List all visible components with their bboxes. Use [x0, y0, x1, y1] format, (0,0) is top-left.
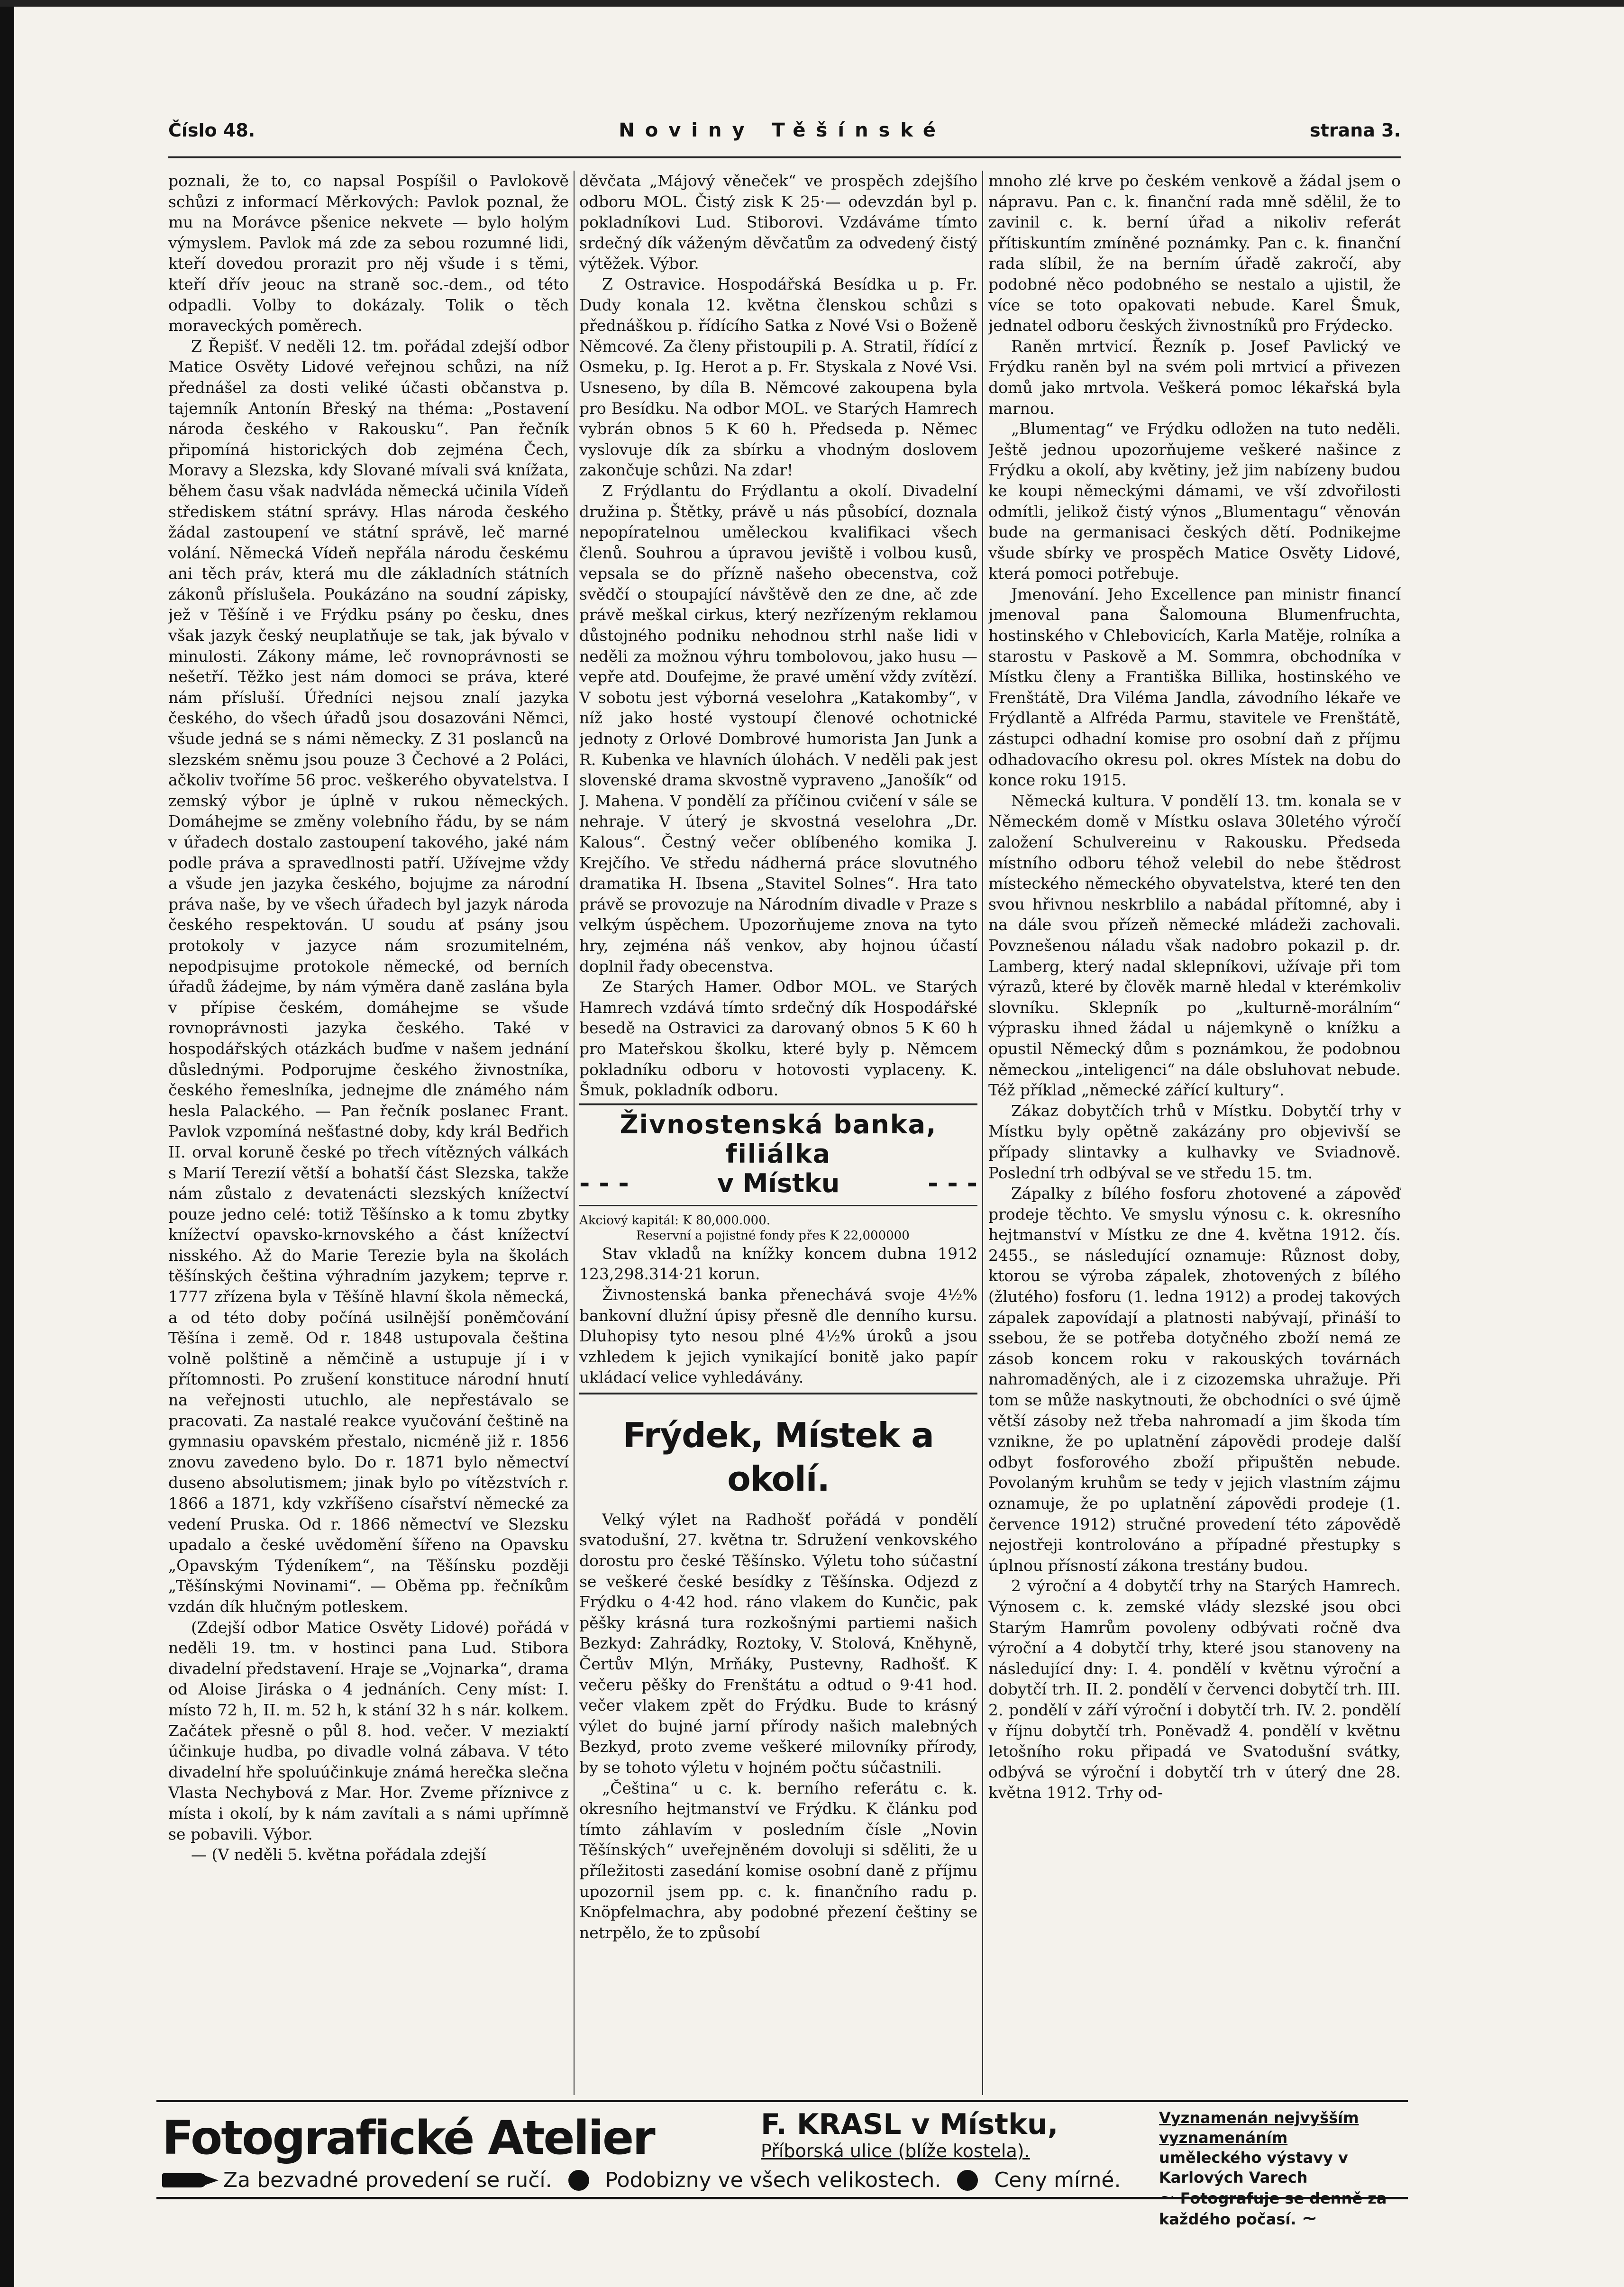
- bank-separator: [579, 1205, 977, 1206]
- article-ostravice: Z Ostravice. Hospodářská Besídka u p. Fr. Dudy konala 12. května členskou schůzi s přednáškou p. řídícího Satka z Nové Vsi o Boženě Němcové. Za členy přistoupili p. A. Stratil, řídící z Osmeku, p. Ig. Herot a p. Fr. Styskala z Nové Vsi. Usneseno, by díla B. Němcové zakoupena byla pro Besídku. Na odbor MOL. ve Starých Hamrech vybrán obnos 5 K 60 h. Předseda p. Němec vyslovuje dík za sbírku a vhodným doslovem zakončuje schůzi. Na zdar!: [579, 274, 977, 480]
- ad-award-line-2: uměleckého výstavy v Karlových Varech: [1159, 2149, 1348, 2187]
- ad-prices: Ceny mírné.: [994, 2168, 1121, 2192]
- article-paragraph: poznali, že to, co napsal Pospíšil o Pavlokově schůzi z informací Měrkových: Pavlok poznal, že mu na Morávce pšenice nekvete — bylo holým výmyslem. Pavlok má zde za sebou rozumné lidi, kteří dovedou prorazit pro něj všude i s těmi, kteří dřív jeouc na straně soc.-dem., od této odpadli. Volby to dokázaly. Tolik o těch moraveckých poměrech.: [168, 172, 569, 335]
- article-matice-divadlo: (Zdejší odbor Matice Osvěty Lidové) pořádá v neděli 19. tm. v hostinci pana Lud. Stibora divadelní představení. Hraje se „Vojnarka“, drama od Aloise Jiráska o 4 jednáních. Ceny míst: I. místo 72 h, II. m. 52 h, k stání 32 h s nár. kolkem. Začátek přesně o půl 8. hod. večer. V meziaktí účinkuje hudba, po divadle volná zábava. V této divadelní hře spoluúčinkuje známá herečka slečna Vlasta Nechybová z Mar. Hor. Zveme příznivce z místa i okolí, by k nám zavítali a s námi upřímně se pobavili. Výbor.: [168, 1618, 569, 1843]
- photo-atelier-advertisement: [156, 2100, 1408, 2229]
- issue-number: Číslo 48.: [168, 120, 255, 141]
- header-rule: [168, 156, 1401, 158]
- article-cestina: „Čeština“ u c. k. berního referátu c. k. okresního hejtmanství ve Frýdku. K článku pod tímto záhlavím v posledním čísle „Novin Těšínských“ uveřejněném dovoluji si sděliti, že u příležitosti zasedání komise osobní daně z příjmu upozornil jsem pp. c. k. finančního radu p. Knöpfelmachra, aby podobné přezení češtiny se netrpělo, že to způsobí: [579, 1778, 977, 1942]
- bank-dashes-left: - - -: [579, 1168, 629, 1198]
- article-nemecka-kultura: Německá kultura. V pondělí 13. tm. konala se v Německém domě v Místku oslava 30letého výročí založení Schulvereinu v Rakousku. Předseda místního odboru téhož velebil do nebe štědrost místeckého německého obyvatelstva, které ten den svou hřivnou neskrblilo a nabádal přítomné, aby i na dále svou přízeň německé mládeži zachovali. Povznešenou náladu však nadobro pokazil p. dr. Lamberg, který nadal sklepníkovi, užívaje při tom výrazů, které by člověk marně hledal v kterémkoliv slovníku. Sklepník po „kulturně-morálním“ výprasku ihned žádal u nájemkyně o knížku a opustil Německý dům s poznámkou, že podobnou německou „inteligenci“ na dále obsluhovat nebude. Též příklad „německé zářící kultury“.: [988, 791, 1401, 1100]
- article-trhy-hamry: 2 výroční a 4 dobytčí trhy na Starých Hamrech. Výnosem c. k. zemské vlády slezské jsou obci Starým Hamrům povoleny odbývati ročně dva výroční a 4 dobytčí trhy, které jsou stanoveny na následující dny: I. 4. pondělí v květnu výroční a dobytčí trh. II. 2. pondělí v červenci dobytčí trh. III. 2. pondělí v září výroční i dobytčí trh. IV. 2. pondělí v říjnu dobytčí trh. Poněvadž 4. pondělí v květnu letošního roku připadá ve Svatodušní svátky, odbývá se výroční i dobytčí trh v úterý dne 28. května 1912. Trhy od-: [988, 1576, 1401, 1802]
- ad-portraits: Podobizny ve všech velikostech.: [605, 2168, 941, 2192]
- article-zakaz-trhu: Zákaz dobytčích trhů v Místku. Dobytčí trhy v Místku byly opětně zakázány pro objevivší se případy slintavky a kulhavky ve Sviadnově. Poslední trh odbýval se ve středu 15. tm.: [988, 1101, 1401, 1182]
- bank-dashes-right: - - -: [928, 1168, 977, 1198]
- column-divider-1: [574, 171, 575, 2095]
- article-ranen-mrtvici: Raněn mrtvicí. Řezník p. Josef Pavlický ve Frýdku raněn byl na svém poli mrtvicí a přivezen domů jako mrtvola. Veškerá pomoc lékařská byla marnou.: [988, 337, 1401, 418]
- scan-top-border: [0, 0, 1624, 7]
- article-repiste: Z Řepišť. V neděli 12. tm. pořádal zdejší odbor Matice Osvěty Lidové veřejnou schůzi, na níž přednášel za dosti veliké účasti občanstva p. tajemník Antonín Břeský na théma: „Postavení národa českého v Rakousku“. Pan řečník připomíná historických dob zejména Čech, Moravy a Slezska, kdy Slované mívali svá knížata, během času však nadvláda německá učinila Vídeň střediskem státní správy. Hlas národa českého žádal zastoupení ve státní správě, leč marné volání. Německá Vídeň nepřála národu českému ani těch práv, která mu dle základních státních zákonů příslušela. Poukázáno na soudní zápisky, jež v Těšíně i ve Frýdku psány po česku, dnes však jazyk český neuplatňuje se tak, jak bývalo v minulosti. Zákony máme, leč rovnoprávnosti se nešetří. Těžko jest nám domoci se práva, které nám přísluší. Úředníci nejsou znalí jazyka českého, do všech úřadů jsou dosazováni Němci, všude jedná se s námi německy. Z 31 poslanců na slezském sněmu jsou pouze 3 Čechové a 2 Poláci, ačkoliv tvoříme 56 proc. veškerého obyvatelstva. I zemský výbor je úplně v rukou německých. Domáhejme se změny volebního řádu, by se nám v úřadech dostalo zastoupení takového, jaké nám podle práva a spravedlnosti patří. Užívejme vždy a všude jen jazyka českého, bojujme za národní práva naše, by ve všech úřadech byl jazyk národa českého respektován. U soudu ať psány jsou protokoly v jazyce nám srozumitelném, nepodpisujme protokole německé, od berních úřadů žádejme, by nám výměra daně zaslána byla v přípise českém, domáhejme se všude rovnoprávnosti jazyka českého. Také v hospodářských otázkách buďme v našem jednání důslednými. Podporujme českého živnostníka, českého řemeslníka, jednejme dle známého nám hesla Palackého. — Pan řečník poslanec Frant. Pavlok vzpomíná nešťastné doby, kdy král Bedřich II. orval koruně české po třech vítězných válkách s Marií Terezií větší a bohatší část Slezska, takže nám zůstalo z devatenácti slezských knížectví pouze jedno celé: totiž Těšínsko a k tomu zbytky knížectví opavsko-krnovského a část knížectví nisského. Až do Marie Terezie byla na školách těšínských čeština výhradním jazykem; teprve r. 1777 zřízena byla v Těšíně hlavní škola německá, a od této doby počíná usilnější poněmčování Těšína i země. Od r. 1848 ustupovala čeština volně polštině a němčině a ustupuje jí i v přítomnosti. Po zrušení konstituce národní hnutí na veřejnosti utuchlo, ale nepřestávalo se pracovati. Za nastalé reakce vyučování češtině na gymnasiu opavském přestalo, nicméně již r. 1856 znovu zavedeno bylo. Do r. 1871 bylo němectví duseno absolutismem; jinak bylo po vítězstvích r. 1866 a 1871, kdy vzkříšeno císařství německé za vedení Pruska. Od r. 1866 němectví ve Slezsku upadalo a české uvědomění šířeno na Opavsku „Opavským Týdeníkem“, na Těšínsku později „Těšínskými Novinami“. — Oběma pp. řečníkům vzdán dík hlučným potleskem.: [168, 337, 569, 1616]
- section-heading: Frýdek, Místek a okolí.: [623, 1415, 934, 1499]
- bank-advertisement: [579, 1103, 977, 1394]
- article-majovy-venecek: děvčata „Májový věneček“ ve prospěch zdejšího odboru MOL. Čistý zisk K 25·— odevzdán byl p. pokladníkovi Lud. Stiborovi. Vzdáváme tímto srdečný dík váženým děvčatům za odvedený čistý výtěžek. Výbor.: [579, 172, 977, 273]
- bank-deposits: Stav vkladů na knížky koncem dubna 1912 123,298.314·21 korun.: [579, 1244, 977, 1284]
- ad-business: [761, 2109, 1058, 2162]
- article-continued: — (V neděli 5. května pořádala zdejší: [191, 1845, 486, 1864]
- ad-guarantee: Za bezvadné provedení se ručí.: [223, 2168, 552, 2192]
- bank-title: Živnostenská banka, filiálka: [620, 1109, 937, 1169]
- article-jmenovani: Jmenování. Jeho Excellence pan ministr financí jmenoval pana Šalomouna Blumenfruchta, hostinského v Chlebovicích, Karla Matěje, rolníka a starostu v Paskově a M. Sommra, obchodníka v Místku členy a Františka Billika, hostinského ve Frenštátě, Dra Viléma Jandla, závodního lékaře ve Frýdlantě a Alfréda Parmu, stavitele ve Frenštátě, zástupci odhadní komise pro osobní daň z příjmu odhadovacího okresu pol. okres Místek na dobu do konce roku 1915.: [988, 584, 1401, 790]
- ad-bottom-line: [162, 2169, 1399, 2192]
- bank-capital: Akciový kapitál: K 80,000.000.: [579, 1213, 771, 1228]
- bank-bonds: Živnostenská banka přenechává svoje 4½% bankovní dlužní úpisy přesně dle denního kursu. Dluhopisy tyto nesou plné 4½% úroků a jsou vzhledem k jejich vynikající bonitě jako papír ukládací velice vyhledávány.: [579, 1285, 977, 1387]
- page-number: strana 3.: [1310, 120, 1401, 141]
- newspaper-title: Noviny Těšínské: [619, 119, 947, 141]
- column-2: [579, 171, 977, 2095]
- bank-location: v Místku: [717, 1168, 840, 1198]
- tilde-ornament-icon: ~: [1159, 2187, 1175, 2208]
- pointing-hand-icon: [162, 2173, 207, 2187]
- bank-reserve: Reservní a pojistné fondy přes K 22,000000: [636, 1228, 910, 1243]
- ad-award-line-1: Vyznamenán nejvyšším vyznamenáním: [1159, 2109, 1359, 2147]
- article-stare-hamry: Ze Starých Hamer. Odbor MOL. ve Starých Hamrech vzdává tímto srdečný dík Hospodářské besedě na Ostravici za darovaný obnos 5 K 60 h pro Mateřskou školku, které byly p. Němcem pokladníku odboru v hotovosti vyplaceny. K. Šmuk, pokladník odboru.: [579, 977, 977, 1100]
- scan-left-border: [0, 0, 14, 2287]
- ad-business-name: F. KRASL v Místku,: [761, 2108, 1058, 2141]
- tilde-ornament-icon: ~: [1301, 2207, 1318, 2229]
- ad-headline: Fotografické Atelier: [162, 2111, 654, 2165]
- page-header: [168, 119, 1401, 153]
- ad-award-line-3: [1159, 2187, 1408, 2229]
- column-3: [988, 171, 1401, 2095]
- article-radhost: Velký výlet na Radhošť pořádá v pondělí svatodušní, 27. května tr. Sdružení venkovského dorostu pro české Těšínsko. Výletu toho súčastní se veškeré české besídky z Těšínska. Odjezd z Frýdku o 4·42 hod. ráno vlakem do Kunčic, pak pěšky krásná tura rozkošnými partiemi našich Bezkyd: Zahrádky, Roztoky, V. Stolová, Kněhyně, Čertův Mlýn, Mrňáky, Pustevny, Radhošť. K večeru pěšky do Frenštátu a odtud o 9·41 hod. večer vlakem zpět do Frýdku. Bude to krásný výlet do bujné jarní přírody našich malebných Bezkyd, proto zveme veškeré milovníky přírody, by se tohoto výletu v hojném počtu súčastnili.: [579, 1510, 977, 1777]
- bank-subtitle-row: [579, 1169, 977, 1198]
- article-frydlant: Z Frýdlantu do Frýdlantu a okolí. Divadelní družina p. Štětky, právě u nás působící, doznala nepopíratelnou uměleckou kvalifikaci všech členů. Souhrou a úpravou jeviště i volbou kusů, vepsala se do přízně našeho obecenstva, což svědčí o stoupající návštěvě den ze dne, ač zde právě meškal cirkus, který nezřízeným reklamou důstojného podniku nehodnou strhl naše lidi v neděli za možnou výhru tombolovou, jako husu — vepře atd. Doufejme, že pravé umění vždy zvítězí. V sobotu jest výborná veselohra „Katakomby“, v níž jako hosté vystoupí členové ochotnické jednoty z Orlové Dombrové humorista Jan Junk a R. Kubenka ve hlavních úlohách. V neděli pak jest slovenské drama skvostně vypraveno „Janošík“ od J. Mahena. V pondělí za příčinou cvičení v sále se nehraje. V úterý je skvostná veselohra „Dr. Kalous“. Čestný večer oblíbeného komika J. Krejčího. Ve středu nádherná práce slovutného dramatika H. Ibsena „Stavitel Solnes“. Hra tato právě se provozuje na Národním divadle v Praze s velkým úspěchem. Upozorňujeme znova na tyto hry, zejména náš venkov, aby hojnou účastí doplnil řady obecenstva.: [579, 481, 977, 975]
- article-cestina-cont: mnoho zlé krve po českém venkově a žádal jsem o nápravu. Pan c. k. finanční rada mně sdělil, že to zavinil c. k. berní úřad a nikoliv referát přítiskuntím zmíněné poznámky. Pan c. k. finanční rada slíbil, že na berním úřadě zakročí, aby podobné něco podobného se nestalo a ujistil, že více se toto opakovati nebude. Karel Šmuk, jednatel odboru českých živnostníků pro Frýdecko.: [988, 172, 1401, 335]
- article-blumentag: „Blumentag“ ve Frýdku odložen na tuto neděli. Ještě jednou upozorňujeme veškeré našince z Frýdku a okolí, aby květiny, jež jim nabízeny budou ke koupi německými dámami, ve vší zdvořilosti odmítli, jelikož čistý výnos „Blumentagu“ věnován bude na germanisaci českých dětí. Podnikejme všude sbírky ve prospěch Matice Osvěty Lidové, která pomoci potřebuje.: [988, 419, 1401, 583]
- column-1: [168, 171, 569, 2095]
- column-divider-2: [982, 171, 983, 2095]
- ad-award-line-3-text: Fotografuje se denně za každého počasí.: [1159, 2189, 1387, 2228]
- bullet-icon: [568, 2170, 589, 2191]
- article-zapalky: Zápalky z bílého fosforu zhotovené a zápověď prodeje těchto. Ve smyslu výnosu c. k. okresního hejtmanství v Místku ze dne 4. května 1912. čís. 2455., se následující oznamuje: Různost doby, ktorou se výroba zápalek, zhotovených z bílého (žlutého) fosforu (1. ledna 1912) a prodej takových zápalek zapovídají a platnosti nabývají, přináší to ssebou, že se potřeba dotyčného zboží nemá ze zásob koncem roku v rakouských továrnách nahromaděných, ale i z cizozemska uhražuje. Při tom se může naskytnouti, že obchodníci o své újmě větší zásoby než třeba nahromadí a jim škoda tím vznikne, že po uplatnění zápovědi prodeje další odbyt fosforového zboží připuštěn nebude. Povolaným kruhům se tedy v jejich vlastním zájmu oznamuje, že po uplatnění zápovědi prodeje (1. července 1912) stručné provedení této zápovědě nejostřeji kontrolováno a případné přestupky s úplnou přísností zákona trestány budou.: [988, 1184, 1401, 1575]
- bullet-icon: [957, 2170, 978, 2191]
- ad-address: Příborská ulice (blíže kostela).: [761, 2141, 1030, 2161]
